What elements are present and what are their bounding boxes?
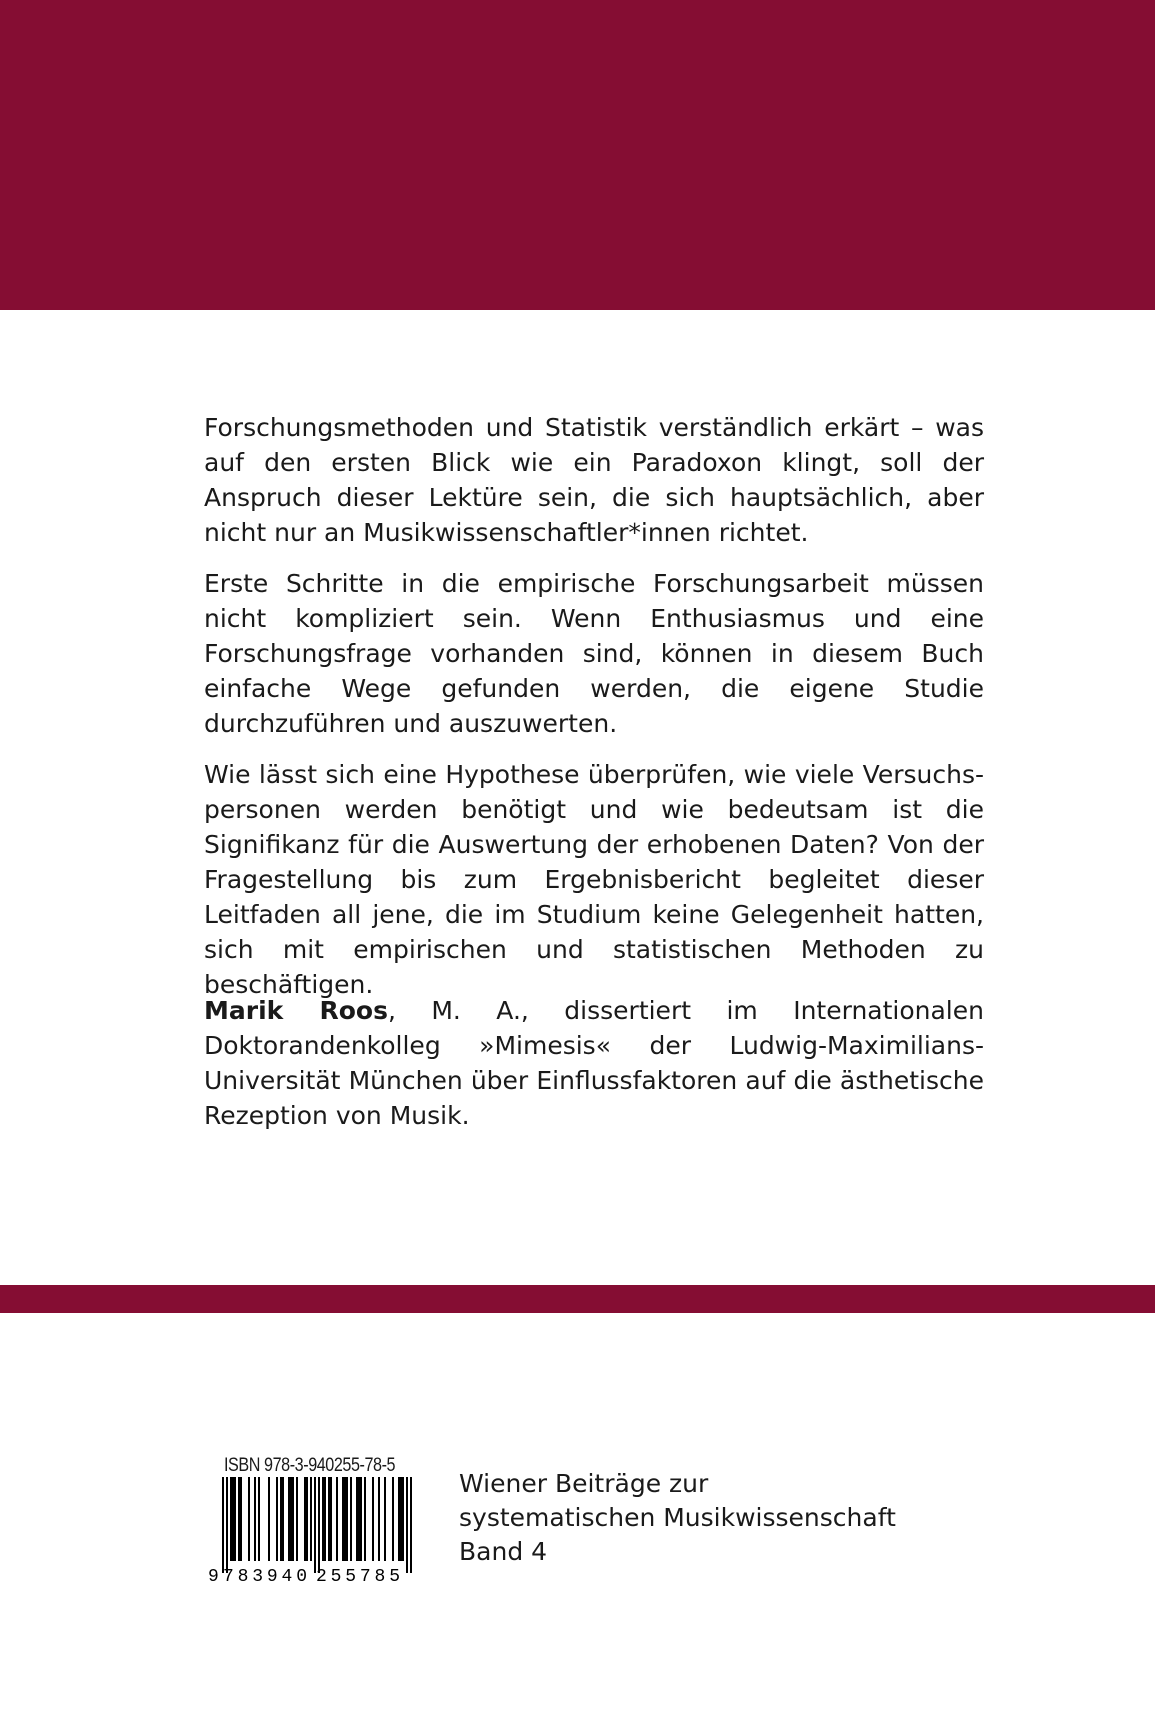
barcode-bar: [346, 1477, 348, 1561]
barcode-bar: [306, 1477, 308, 1561]
series-title-line-1: Wiener Beiträge zur: [459, 1469, 709, 1498]
barcode-bar: [358, 1477, 360, 1561]
series-volume: Band 4: [459, 1537, 548, 1566]
blurb-paragraph-1: Forschungsmethoden und Statistik verständlich erkärt – was auf den ersten Blick wie ein Paradoxon klingt, soll der Anspruch dieser Lektüre sein, die sich hauptsächlich, aber nicht nur an Musikwissenschaftler*innen richtet.: [204, 413, 984, 547]
barcode-bar: [310, 1477, 312, 1561]
barcode-bar: [238, 1477, 240, 1561]
barcode-bar: [318, 1477, 320, 1573]
barcode-bar: [344, 1477, 346, 1561]
middle-color-band: [0, 1285, 1155, 1313]
barcode-bar: [384, 1477, 386, 1561]
barcode-bar: [322, 1477, 324, 1561]
barcode-right-digits: 255785: [316, 1567, 400, 1585]
barcode-bar: [378, 1477, 380, 1561]
barcode-bar: [282, 1477, 284, 1561]
barcode-bar: [410, 1477, 412, 1573]
barcode-bar: [232, 1477, 234, 1561]
barcode-bar: [248, 1477, 250, 1561]
barcode-bar: [258, 1477, 260, 1561]
barcode-bar: [226, 1477, 228, 1573]
author-name: Marik Roos: [204, 996, 388, 1025]
barcode-bar: [350, 1477, 352, 1561]
isbn-label: ISBN 978-3-940255-78-5: [224, 1455, 396, 1476]
barcode-bar: [400, 1477, 402, 1561]
blurb-paragraph-3: Wie lässt sich eine Hypothese überprüfen, wie viele Versuchspersonen werden benötigt und wie bedeutsam ist die Signifikanz für die Auswertung der erhobenen Daten? Von der Fragestellung bis zum Ergebnisbericht begleitet dieser Leitfaden all jene, die im Studium keine Gelegenheit hatten, sich mit empirischen und statistischen Methoden zu beschäftigen.: [204, 760, 984, 999]
barcode-bar: [234, 1477, 236, 1561]
barcode-bar: [336, 1477, 338, 1561]
barcode-lead-digit: 9: [208, 1567, 219, 1585]
barcode-bar: [392, 1477, 394, 1561]
series-info: [459, 1467, 896, 1569]
barcode-bar: [230, 1477, 232, 1561]
barcode-bar: [360, 1477, 362, 1561]
blurb-paragraph-2: Erste Schritte in die empirische Forschungsarbeit müssen nicht kompliziert sein. Wenn Enthusiasmus und eine Forschungsfrage vorhanden sind, können in diesem Buch einfache Wege gefunden werden, die eigene Studie durchzuführen und auszuwerten.: [204, 569, 984, 738]
barcode-bar: [398, 1477, 400, 1561]
barcode-bar: [406, 1477, 408, 1573]
barcode-bar: [330, 1477, 332, 1561]
barcode-bar: [268, 1477, 270, 1561]
author-bio: [204, 993, 984, 1133]
barcode-bar: [296, 1477, 298, 1561]
barcode-bar: [342, 1477, 344, 1561]
barcode-bar: [280, 1477, 282, 1561]
barcode-bar: [292, 1477, 294, 1561]
barcode-bar: [254, 1477, 256, 1561]
series-title-line-2: systematischen Musikwissenschaft: [459, 1503, 896, 1532]
barcode-bar: [288, 1477, 290, 1561]
barcode-bar: [290, 1477, 292, 1561]
barcode-bar: [402, 1477, 404, 1561]
barcode-bar: [356, 1477, 358, 1561]
barcode-bar: [240, 1477, 242, 1561]
blurb-text: [204, 410, 984, 1018]
barcode-left-digits: 783940: [223, 1567, 307, 1585]
barcode-bar: [304, 1477, 306, 1561]
author-bio-paragraph: [204, 993, 984, 1133]
barcode-bar: [276, 1477, 278, 1561]
isbn-barcode: [206, 1455, 422, 1585]
top-color-band: [0, 0, 1155, 310]
barcode-bar: [324, 1477, 326, 1561]
barcode-bar: [364, 1477, 366, 1561]
barcode-bar: [222, 1477, 224, 1573]
author-bio-text: , M. A., dissertiert im Internationalen Doktorandenkolleg »Mimesis« der Ludwig-Maximilians-Universität München über Einflussfaktoren auf die ästhetische Rezeption von Musik.: [204, 996, 984, 1130]
barcode-bar: [372, 1477, 374, 1561]
barcode-image: [206, 1477, 422, 1585]
barcode-bar: [328, 1477, 330, 1561]
barcode-bar: [314, 1477, 316, 1573]
